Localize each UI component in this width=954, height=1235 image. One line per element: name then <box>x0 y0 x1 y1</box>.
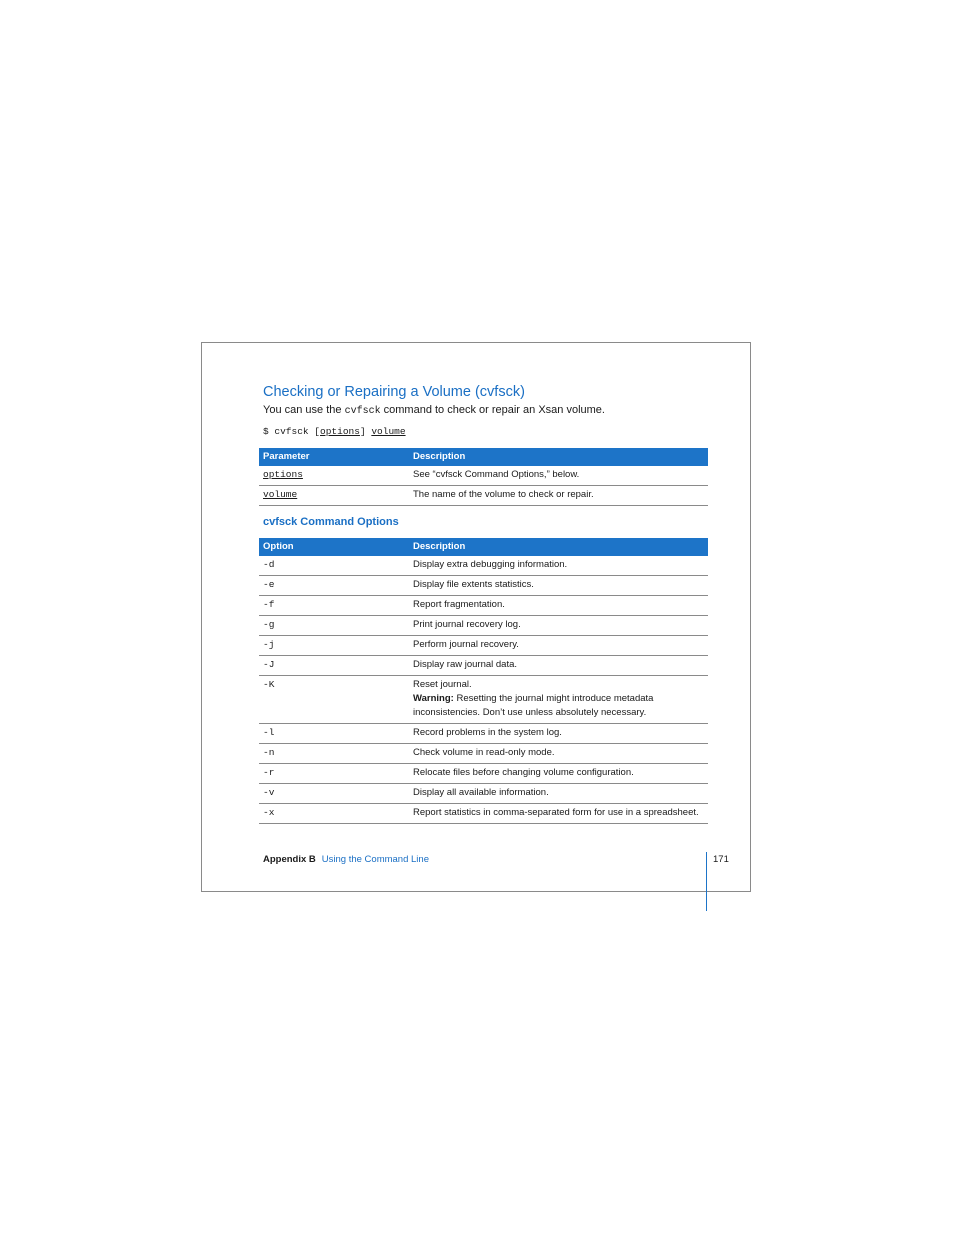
column-header: Parameter <box>259 448 409 466</box>
option-description: Print journal recovery log. <box>409 616 708 636</box>
option-flag: -v <box>259 784 409 804</box>
option-description: Record problems in the system log. <box>409 724 708 744</box>
option-flag: -e <box>259 576 409 596</box>
table-row <box>259 784 708 804</box>
option-flag: -g <box>259 616 409 636</box>
table-row <box>259 616 708 636</box>
table-row <box>259 744 708 764</box>
table-row <box>259 576 708 596</box>
parameter-name: options <box>259 466 409 486</box>
option-description-text: Reset journal. <box>413 679 472 690</box>
option-description <box>409 676 708 724</box>
command-synopsis <box>263 425 708 439</box>
option-description: Display extra debugging information. <box>409 556 708 576</box>
table-row <box>259 656 708 676</box>
table-header-row <box>259 538 708 556</box>
option-description: Display all available information. <box>409 784 708 804</box>
table-row <box>259 556 708 576</box>
parameter-name: volume <box>259 486 409 506</box>
page-number: 171 <box>713 854 729 865</box>
option-flag: -n <box>259 744 409 764</box>
table-row <box>259 724 708 744</box>
warning-label: Warning: <box>413 693 454 704</box>
table-header-row <box>259 448 708 466</box>
option-description: Relocate files before changing volume configuration. <box>409 764 708 784</box>
option-description: Perform journal recovery. <box>409 636 708 656</box>
synopsis-options: options <box>320 426 360 437</box>
intro-text-after: command to check or repair an Xsan volume. <box>380 404 605 416</box>
table-row <box>259 486 708 506</box>
footer-divider <box>706 852 707 911</box>
option-description: Report fragmentation. <box>409 596 708 616</box>
option-flag: -f <box>259 596 409 616</box>
column-header: Description <box>409 448 708 466</box>
chapter-title: Using the Command Line <box>321 854 429 865</box>
table-row <box>259 804 708 824</box>
option-description: Display file extents statistics. <box>409 576 708 596</box>
table-row <box>259 466 708 486</box>
option-flag: -K <box>259 676 409 724</box>
option-description: Report statistics in comma-separated form for use in a spreadsheet. <box>409 804 708 824</box>
synopsis-mid: ] <box>359 426 372 437</box>
column-header: Option <box>259 538 409 556</box>
table-row <box>259 676 708 724</box>
parameter-description: See “cvfsck Command Options,” below. <box>409 466 708 486</box>
option-description: Display raw journal data. <box>409 656 708 676</box>
synopsis-prefix: $ cvfsck [ <box>263 426 321 437</box>
appendix-label: Appendix B <box>263 854 316 865</box>
footer-breadcrumb <box>263 854 429 866</box>
parameter-table <box>259 448 708 506</box>
options-table <box>259 538 708 824</box>
option-flag: -r <box>259 764 409 784</box>
option-flag: -x <box>259 804 409 824</box>
option-flag: -d <box>259 556 409 576</box>
parameter-description: The name of the volume to check or repair. <box>409 486 708 506</box>
synopsis-volume: volume <box>371 426 406 437</box>
option-flag: -J <box>259 656 409 676</box>
intro-command: cvfsck <box>344 406 381 417</box>
table-row <box>259 764 708 784</box>
intro-text-before: You can use the <box>263 404 345 416</box>
table-row <box>259 636 708 656</box>
subsection-title: cvfsck Command Options <box>263 516 399 528</box>
section-title: Checking or Repairing a Volume (cvfsck) <box>263 384 525 400</box>
table-row <box>259 596 708 616</box>
page-content <box>263 383 708 824</box>
column-header: Description <box>409 538 708 556</box>
option-description: Check volume in read-only mode. <box>409 744 708 764</box>
option-flag: -l <box>259 724 409 744</box>
intro-paragraph <box>263 403 708 419</box>
warning-text: Resetting the journal might introduce metadata inconsistencies. Don’t use unless absolutely necessary. <box>413 693 654 718</box>
option-flag: -j <box>259 636 409 656</box>
